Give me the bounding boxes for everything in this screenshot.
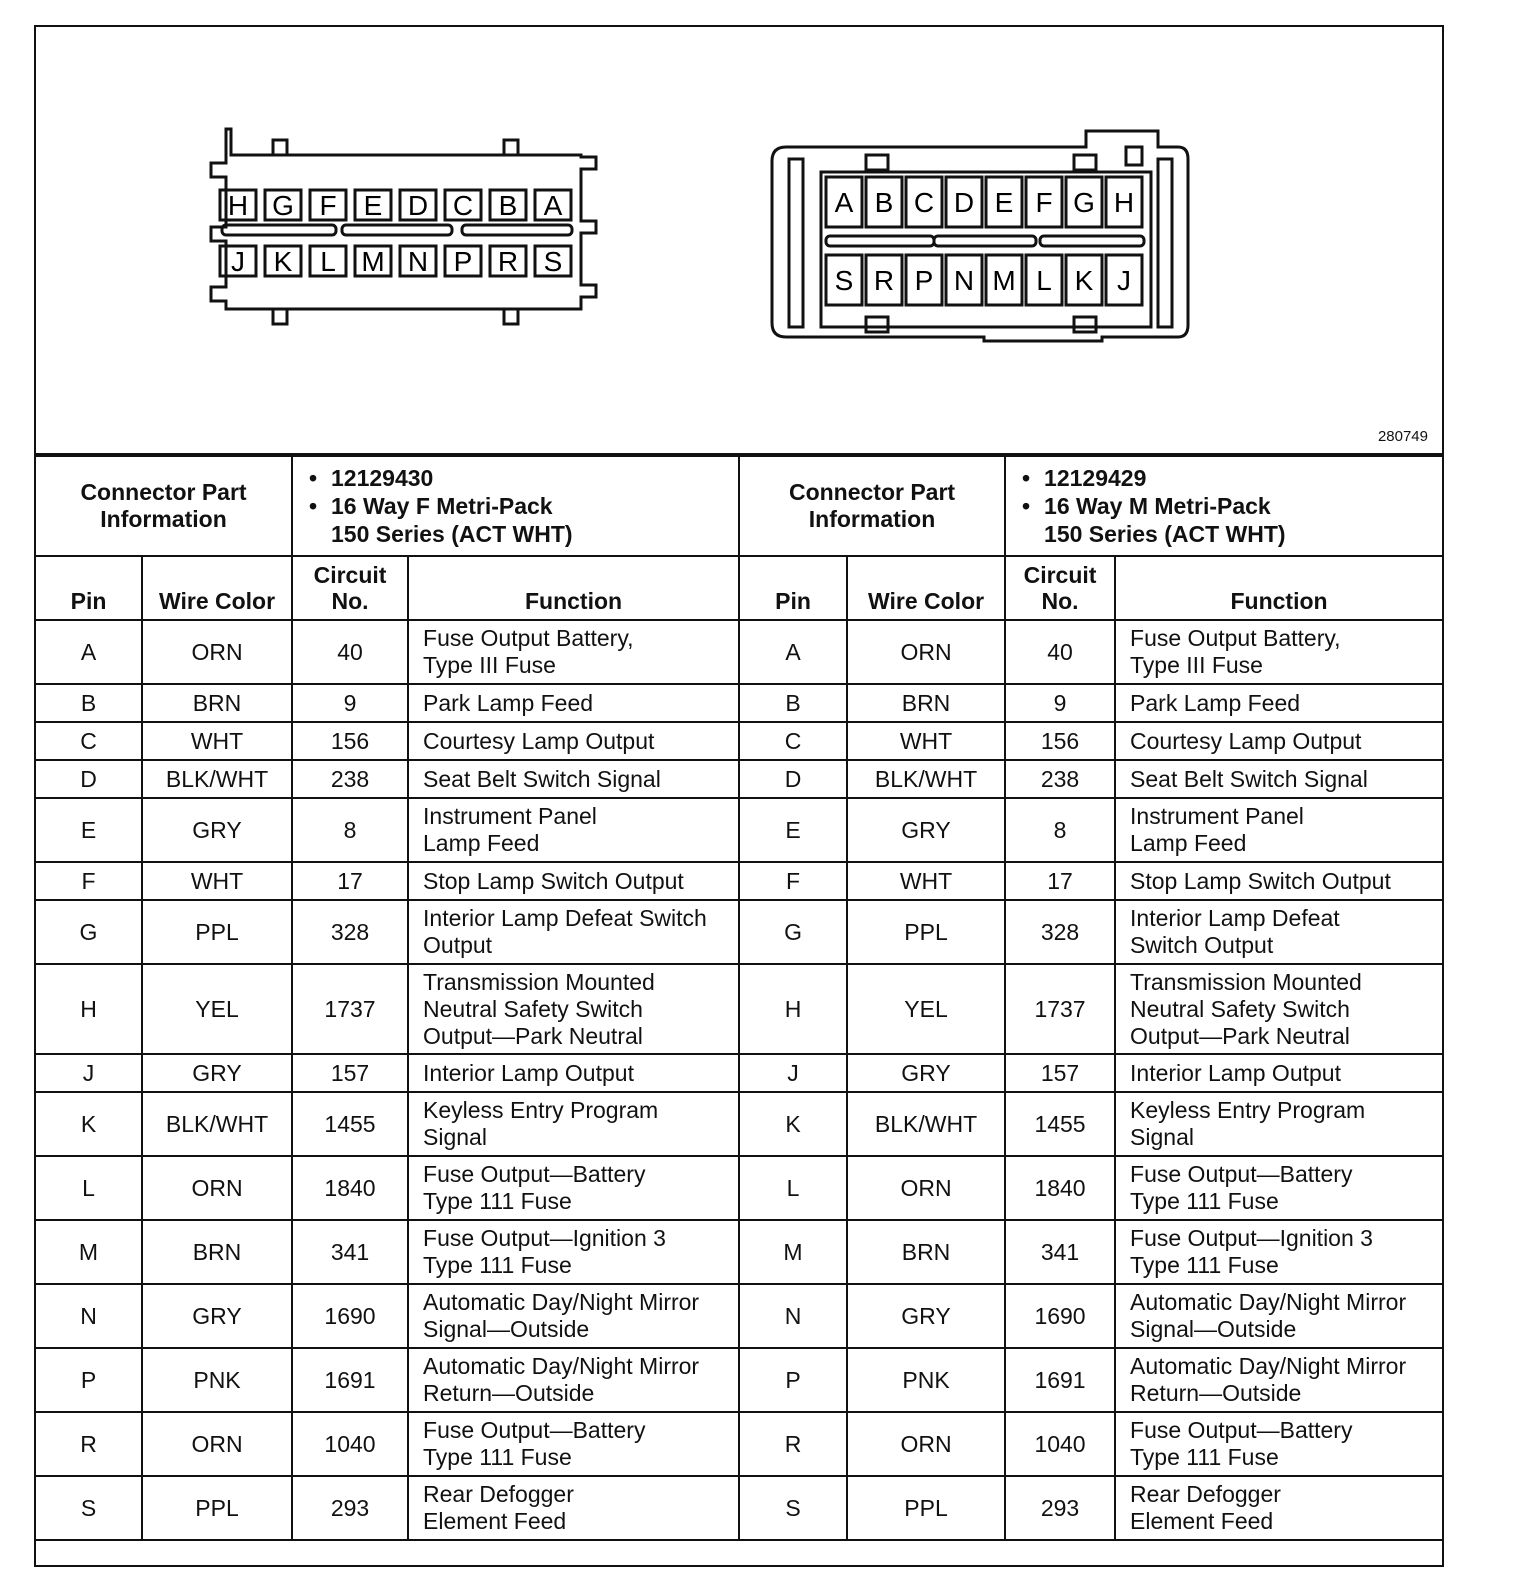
function-line: Park Lamp Feed bbox=[423, 689, 594, 716]
table-row bbox=[36, 1348, 1442, 1412]
circuit-cell-right: 157 bbox=[1005, 1054, 1115, 1092]
pin-cell-left: B bbox=[36, 684, 142, 722]
table-row bbox=[36, 1054, 1442, 1092]
left-top-pin-label: G bbox=[272, 190, 294, 221]
circuit-cell-left: 293 bbox=[292, 1476, 408, 1540]
function-cell-left bbox=[408, 684, 739, 722]
left-bottom-pin-label: K bbox=[273, 246, 293, 277]
right-top-pin-label: C bbox=[913, 187, 935, 218]
left-top-pin-label: B bbox=[498, 190, 518, 221]
circuit-cell-left: 1455 bbox=[292, 1092, 408, 1156]
circuit-cell-right: 40 bbox=[1005, 620, 1115, 684]
right-top-pin-label: D bbox=[953, 187, 975, 218]
left-bottom-pin-label: M bbox=[361, 246, 385, 277]
wire-color-cell-right: BLK/WHT bbox=[847, 760, 1005, 798]
function-line: Switch Output bbox=[1130, 932, 1274, 958]
function-line: Instrument Panel bbox=[1130, 803, 1304, 829]
circuit-cell-right: 8 bbox=[1005, 798, 1115, 862]
figure-frame bbox=[34, 25, 1444, 1567]
wire-color-cell-right: GRY bbox=[847, 1054, 1005, 1092]
wire-color-cell-right: PPL bbox=[847, 900, 1005, 964]
function-cell-left bbox=[408, 1054, 739, 1092]
table-row bbox=[36, 1156, 1442, 1220]
wire-color-cell-right: YEL bbox=[847, 964, 1005, 1054]
function-line: Type 111 Fuse bbox=[1130, 1444, 1279, 1470]
header-circuit-line2: No. bbox=[1041, 588, 1079, 614]
description-line1-left: • 16 Way F Metri-Pack bbox=[331, 492, 732, 520]
function-cell-right bbox=[1115, 1284, 1442, 1348]
pin-cell-left: M bbox=[36, 1220, 142, 1284]
right-top-pin-label: E bbox=[994, 187, 1014, 218]
function-cell-left bbox=[408, 964, 739, 1054]
circuit-cell-left: 1737 bbox=[292, 964, 408, 1054]
wire-color-cell-right: BRN bbox=[847, 1220, 1005, 1284]
function-cell-left bbox=[408, 862, 739, 900]
circuit-cell-left: 1040 bbox=[292, 1412, 408, 1476]
wire-color-cell-left: BLK/WHT bbox=[142, 1092, 292, 1156]
wire-color-cell-left: ORN bbox=[142, 620, 292, 684]
left-bottom-pin-label: J bbox=[231, 246, 245, 277]
table-row bbox=[36, 862, 1442, 900]
pin-cell-left: C bbox=[36, 722, 142, 760]
left-bottom-pin-label: L bbox=[320, 246, 336, 277]
function-line: Instrument Panel bbox=[423, 803, 597, 829]
wire-color-cell-left: BLK/WHT bbox=[142, 760, 292, 798]
function-line: Automatic Day/Night Mirror bbox=[423, 1353, 700, 1379]
header-wire-color: Wire Color bbox=[847, 556, 1005, 620]
wire-color-cell-right: GRY bbox=[847, 1284, 1005, 1348]
wire-color-cell-right: PNK bbox=[847, 1348, 1005, 1412]
wire-color-cell-right: ORN bbox=[847, 620, 1005, 684]
right-top-pin-label: F bbox=[1035, 187, 1053, 218]
connector-right-drawing bbox=[772, 131, 1188, 341]
function-cell-left bbox=[408, 760, 739, 798]
circuit-cell-right: 9 bbox=[1005, 684, 1115, 722]
right-bottom-pin-label: M bbox=[992, 265, 1016, 296]
header-pin: Pin bbox=[739, 556, 847, 620]
function-line: Type 111 Fuse bbox=[423, 1252, 572, 1278]
circuit-cell-left: 40 bbox=[292, 620, 408, 684]
pin-cell-left: P bbox=[36, 1348, 142, 1412]
pin-cell-right: S bbox=[739, 1476, 847, 1540]
function-line: Lamp Feed bbox=[1130, 830, 1247, 856]
function-line: Automatic Day/Night Mirror bbox=[1130, 1353, 1407, 1379]
function-line: Fuse Output—Battery bbox=[423, 1417, 646, 1443]
function-line: Output bbox=[423, 932, 493, 958]
pin-cell-left: A bbox=[36, 620, 142, 684]
right-bottom-pin-label: R bbox=[873, 265, 895, 296]
pin-cell-right: N bbox=[739, 1284, 847, 1348]
circuit-cell-left: 17 bbox=[292, 862, 408, 900]
circuit-cell-right: 156 bbox=[1005, 722, 1115, 760]
header-function: Function bbox=[408, 556, 739, 620]
function-cell-right bbox=[1115, 760, 1442, 798]
function-line: Interior Lamp Output bbox=[1130, 1059, 1341, 1086]
connector-left-drawing bbox=[211, 129, 596, 324]
connector-info-label-right: Connector Part Information bbox=[739, 456, 1005, 556]
header-function: Function bbox=[1115, 556, 1442, 620]
function-line: Fuse Output—Battery bbox=[1130, 1417, 1353, 1443]
function-line: Park Lamp Feed bbox=[1130, 689, 1301, 716]
function-cell-left bbox=[408, 798, 739, 862]
pin-cell-right: D bbox=[739, 760, 847, 798]
wire-color-cell-left: PPL bbox=[142, 900, 292, 964]
table-row bbox=[36, 620, 1442, 684]
function-line: Interior Lamp Output bbox=[423, 1059, 634, 1086]
pin-cell-right: F bbox=[739, 862, 847, 900]
function-line: Element Feed bbox=[423, 1508, 567, 1534]
function-line: Type III Fuse bbox=[1130, 652, 1263, 678]
header-circuit-line2: No. bbox=[331, 588, 369, 614]
wire-color-cell-right: ORN bbox=[847, 1156, 1005, 1220]
wire-color-cell-left: BRN bbox=[142, 684, 292, 722]
function-line: Signal bbox=[423, 1124, 487, 1150]
function-line: Interior Lamp Defeat Switch bbox=[423, 905, 707, 931]
function-cell-left bbox=[408, 900, 739, 964]
wire-color-cell-left: ORN bbox=[142, 1412, 292, 1476]
function-line: Neutral Safety Switch bbox=[1130, 995, 1350, 1022]
pin-cell-right: E bbox=[739, 798, 847, 862]
function-line: Type 111 Fuse bbox=[423, 1188, 572, 1214]
function-cell-right bbox=[1115, 722, 1442, 760]
pin-cell-right: L bbox=[739, 1156, 847, 1220]
function-line: Type 111 Fuse bbox=[1130, 1188, 1279, 1214]
function-cell-right bbox=[1115, 1092, 1442, 1156]
function-line: Output—Park Neutral bbox=[423, 1022, 643, 1049]
circuit-cell-right: 17 bbox=[1005, 862, 1115, 900]
function-cell-right bbox=[1115, 1220, 1442, 1284]
header-circuit-line1: Circuit bbox=[313, 562, 387, 588]
connector-diagram-area bbox=[36, 27, 1442, 455]
function-line: Transmission Mounted bbox=[423, 968, 655, 995]
function-line: Keyless Entry Program bbox=[423, 1097, 659, 1123]
function-cell-right bbox=[1115, 684, 1442, 722]
function-line: Lamp Feed bbox=[423, 830, 540, 856]
left-top-pin-label: C bbox=[452, 190, 474, 221]
right-bottom-pin-label: J bbox=[1117, 265, 1131, 296]
circuit-cell-right: 238 bbox=[1005, 760, 1115, 798]
function-line: Element Feed bbox=[1130, 1508, 1274, 1534]
wire-color-cell-left: YEL bbox=[142, 964, 292, 1054]
function-cell-left bbox=[408, 620, 739, 684]
function-cell-left bbox=[408, 1092, 739, 1156]
description-line1-right: • 16 Way M Metri-Pack bbox=[1044, 492, 1436, 520]
function-cell-right bbox=[1115, 1476, 1442, 1540]
pin-cell-right: A bbox=[739, 620, 847, 684]
right-bottom-pin-label: S bbox=[834, 265, 854, 296]
function-line: Rear Defogger bbox=[423, 1481, 574, 1507]
function-line: Signal—Outside bbox=[1130, 1316, 1297, 1342]
table-row bbox=[36, 1220, 1442, 1284]
left-top-pin-label: H bbox=[227, 190, 249, 221]
pin-cell-left: E bbox=[36, 798, 142, 862]
wire-color-cell-right: BLK/WHT bbox=[847, 1092, 1005, 1156]
right-top-pin-label: H bbox=[1113, 187, 1135, 218]
description-line2-left: 150 Series (ACT WHT) bbox=[331, 521, 573, 547]
function-cell-left bbox=[408, 1284, 739, 1348]
wire-color-cell-left: GRY bbox=[142, 1284, 292, 1348]
function-line: Interior Lamp Defeat bbox=[1130, 905, 1340, 931]
circuit-cell-left: 8 bbox=[292, 798, 408, 862]
pin-cell-right: B bbox=[739, 684, 847, 722]
left-bottom-pin-label: N bbox=[407, 246, 429, 277]
pin-cell-right: C bbox=[739, 722, 847, 760]
wire-color-cell-right: ORN bbox=[847, 1412, 1005, 1476]
table-row bbox=[36, 1412, 1442, 1476]
wire-color-cell-right: GRY bbox=[847, 798, 1005, 862]
wire-color-cell-left: GRY bbox=[142, 1054, 292, 1092]
header-wire-color: Wire Color bbox=[142, 556, 292, 620]
circuit-cell-left: 1691 bbox=[292, 1348, 408, 1412]
function-line: Fuse Output Battery, bbox=[423, 625, 634, 651]
right-top-pin-label: B bbox=[874, 187, 894, 218]
table-row bbox=[36, 1092, 1442, 1156]
header-pin: Pin bbox=[36, 556, 142, 620]
left-top-pin-label: F bbox=[319, 190, 337, 221]
pin-cell-left: D bbox=[36, 760, 142, 798]
function-line: Type 111 Fuse bbox=[1130, 1252, 1279, 1278]
pin-cell-right: R bbox=[739, 1412, 847, 1476]
wire-color-cell-left: WHT bbox=[142, 862, 292, 900]
function-line: Rear Defogger bbox=[1130, 1481, 1281, 1507]
circuit-cell-right: 1040 bbox=[1005, 1412, 1115, 1476]
right-top-pin-label: A bbox=[834, 187, 854, 218]
function-cell-right bbox=[1115, 1156, 1442, 1220]
pin-cell-left: N bbox=[36, 1284, 142, 1348]
pin-cell-left: R bbox=[36, 1412, 142, 1476]
function-cell-right bbox=[1115, 1054, 1442, 1092]
function-line: Keyless Entry Program bbox=[1130, 1097, 1366, 1123]
circuit-cell-right: 1840 bbox=[1005, 1156, 1115, 1220]
wire-color-cell-left: PPL bbox=[142, 1476, 292, 1540]
circuit-cell-right: 1455 bbox=[1005, 1092, 1115, 1156]
pin-cell-right: H bbox=[739, 964, 847, 1054]
right-bottom-pin-label: K bbox=[1074, 265, 1094, 296]
pin-cell-right: J bbox=[739, 1054, 847, 1092]
function-line: Fuse Output—Ignition 3 bbox=[423, 1225, 666, 1251]
left-bottom-pin-label: S bbox=[543, 246, 563, 277]
circuit-cell-left: 1690 bbox=[292, 1284, 408, 1348]
circuit-cell-left: 9 bbox=[292, 684, 408, 722]
wire-color-cell-right: PPL bbox=[847, 1476, 1005, 1540]
pinout-table bbox=[36, 455, 1442, 1541]
table-row bbox=[36, 1476, 1442, 1540]
circuit-cell-right: 1690 bbox=[1005, 1284, 1115, 1348]
function-line: Courtesy Lamp Output bbox=[1130, 727, 1362, 754]
circuit-cell-left: 328 bbox=[292, 900, 408, 964]
left-top-pin-label: D bbox=[407, 190, 429, 221]
left-bottom-pin-label: P bbox=[453, 246, 473, 277]
header-circuit-line1: Circuit bbox=[1023, 562, 1097, 588]
function-cell-right bbox=[1115, 798, 1442, 862]
table-row bbox=[36, 684, 1442, 722]
circuit-cell-left: 156 bbox=[292, 722, 408, 760]
wire-color-cell-left: ORN bbox=[142, 1156, 292, 1220]
pin-cell-left: G bbox=[36, 900, 142, 964]
wire-color-cell-left: PNK bbox=[142, 1348, 292, 1412]
wire-color-cell-left: WHT bbox=[142, 722, 292, 760]
function-line: Type 111 Fuse bbox=[423, 1444, 572, 1470]
pin-cell-right: P bbox=[739, 1348, 847, 1412]
pin-cell-right: G bbox=[739, 900, 847, 964]
function-cell-right bbox=[1115, 862, 1442, 900]
function-cell-left bbox=[408, 1476, 739, 1540]
left-top-pin-label: E bbox=[363, 190, 383, 221]
function-cell-right bbox=[1115, 1412, 1442, 1476]
function-line: Return—Outside bbox=[1130, 1380, 1302, 1406]
part-number-left: • 12129430 bbox=[331, 464, 732, 492]
function-line: Stop Lamp Switch Output bbox=[1130, 867, 1391, 894]
pin-cell-right: K bbox=[739, 1092, 847, 1156]
connector-drawings bbox=[36, 27, 1442, 453]
connector-info-left bbox=[292, 456, 739, 556]
pin-cell-left: J bbox=[36, 1054, 142, 1092]
function-cell-right bbox=[1115, 900, 1442, 964]
function-line: Output—Park Neutral bbox=[1130, 1022, 1350, 1049]
circuit-cell-left: 341 bbox=[292, 1220, 408, 1284]
function-cell-left bbox=[408, 1412, 739, 1476]
right-bottom-pin-label: P bbox=[914, 265, 934, 296]
header-circuit bbox=[292, 556, 408, 620]
function-cell-left bbox=[408, 1156, 739, 1220]
circuit-cell-right: 293 bbox=[1005, 1476, 1115, 1540]
header-circuit bbox=[1005, 556, 1115, 620]
connector-right-pins bbox=[826, 177, 1142, 305]
table-row bbox=[36, 1284, 1442, 1348]
function-line: Type III Fuse bbox=[423, 652, 556, 678]
function-line: Signal—Outside bbox=[423, 1316, 590, 1342]
description-line2-right: 150 Series (ACT WHT) bbox=[1044, 521, 1286, 547]
function-line: Automatic Day/Night Mirror bbox=[1130, 1289, 1407, 1315]
function-line: Fuse Output—Ignition 3 bbox=[1130, 1225, 1373, 1251]
circuit-cell-right: 1737 bbox=[1005, 964, 1115, 1054]
part-number-right: • 12129429 bbox=[1044, 464, 1436, 492]
function-line: Automatic Day/Night Mirror bbox=[423, 1289, 700, 1315]
function-cell-right bbox=[1115, 1348, 1442, 1412]
table-row bbox=[36, 722, 1442, 760]
function-cell-right bbox=[1115, 964, 1442, 1054]
connector-info-right bbox=[1005, 456, 1442, 556]
circuit-cell-right: 1691 bbox=[1005, 1348, 1115, 1412]
right-bottom-pin-label: L bbox=[1036, 265, 1052, 296]
function-line: Seat Belt Switch Signal bbox=[423, 765, 661, 792]
function-cell-left bbox=[408, 1220, 739, 1284]
pin-cell-left: L bbox=[36, 1156, 142, 1220]
pin-cell-left: H bbox=[36, 964, 142, 1054]
function-line: Transmission Mounted bbox=[1130, 968, 1362, 995]
function-line: Neutral Safety Switch bbox=[423, 995, 643, 1022]
wire-color-cell-right: WHT bbox=[847, 722, 1005, 760]
table-row bbox=[36, 900, 1442, 964]
pin-cell-left: F bbox=[36, 862, 142, 900]
function-line: Return—Outside bbox=[423, 1380, 595, 1406]
function-line: Courtesy Lamp Output bbox=[423, 727, 655, 754]
function-line: Fuse Output—Battery bbox=[423, 1161, 646, 1187]
function-cell-right bbox=[1115, 620, 1442, 684]
pin-cell-left: S bbox=[36, 1476, 142, 1540]
circuit-cell-left: 1840 bbox=[292, 1156, 408, 1220]
function-line: Stop Lamp Switch Output bbox=[423, 867, 684, 894]
function-cell-left bbox=[408, 1348, 739, 1412]
function-line: Fuse Output—Battery bbox=[1130, 1161, 1353, 1187]
function-line: Signal bbox=[1130, 1124, 1194, 1150]
circuit-cell-left: 238 bbox=[292, 760, 408, 798]
left-bottom-pin-label: R bbox=[497, 246, 519, 277]
right-top-pin-label: G bbox=[1073, 187, 1095, 218]
table-row bbox=[36, 798, 1442, 862]
circuit-cell-left: 157 bbox=[292, 1054, 408, 1092]
connector-info-label-left: Connector Part Information bbox=[36, 456, 292, 556]
connector-info-row bbox=[36, 456, 1442, 556]
pin-cell-right: M bbox=[739, 1220, 847, 1284]
function-line: Seat Belt Switch Signal bbox=[1130, 765, 1368, 792]
left-top-pin-label: A bbox=[543, 190, 563, 221]
wire-color-cell-left: GRY bbox=[142, 798, 292, 862]
table-header-row bbox=[36, 556, 1442, 620]
pin-cell-left: K bbox=[36, 1092, 142, 1156]
function-line: Fuse Output Battery, bbox=[1130, 625, 1341, 651]
wire-color-cell-left: BRN bbox=[142, 1220, 292, 1284]
figure-id: 280749 bbox=[1377, 428, 1428, 445]
right-bottom-pin-label: N bbox=[953, 265, 975, 296]
wire-color-cell-right: BRN bbox=[847, 684, 1005, 722]
function-cell-left bbox=[408, 722, 739, 760]
table-row bbox=[36, 964, 1442, 1054]
circuit-cell-right: 341 bbox=[1005, 1220, 1115, 1284]
table-row bbox=[36, 760, 1442, 798]
circuit-cell-right: 328 bbox=[1005, 900, 1115, 964]
wire-color-cell-right: WHT bbox=[847, 862, 1005, 900]
pinout-rows bbox=[36, 620, 1442, 1540]
